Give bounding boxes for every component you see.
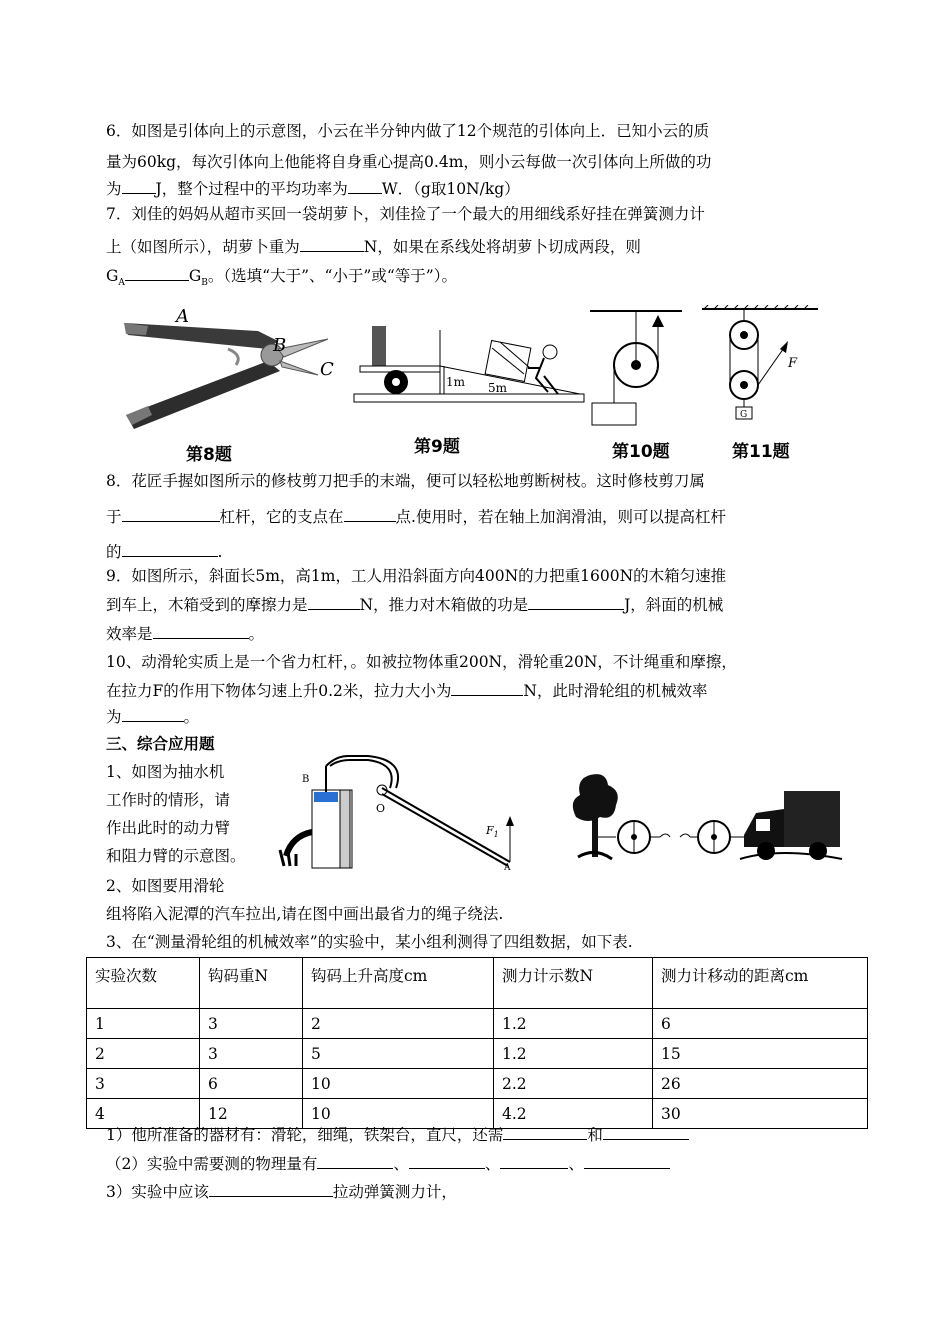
answer-blank[interactable]	[153, 622, 249, 639]
q9-text: 效率是	[106, 625, 153, 643]
caption-fig10: 第10题	[612, 442, 670, 462]
q8-line2	[106, 505, 866, 528]
q10-text: 在拉力F的作用下物体匀速上升0.2米，拉力大小为	[106, 682, 452, 700]
table-cell: 1.2	[494, 1039, 653, 1069]
table-cell: 2.2	[494, 1069, 653, 1099]
c1-line4: 和阻力臂的示意图。	[106, 847, 246, 865]
q3-part1	[106, 1123, 866, 1146]
c2-line2: 组将陷入泥潭的汽车拉出,请在图中画出最省力的绳子绕法.	[106, 905, 504, 923]
q7-sub: A	[118, 278, 125, 289]
q6-line2: 量为60kg，每次引体向上他能将自身重心提高0.4m，则小云每做一次引体向上所做的功	[106, 153, 712, 171]
q7-text: G	[106, 267, 119, 285]
pump-label-f-main: F	[486, 824, 494, 837]
caption-fig9: 第9题	[414, 437, 460, 457]
label-f: F	[788, 356, 798, 371]
q9-line2	[106, 593, 866, 616]
answer-blank[interactable]	[503, 1123, 587, 1140]
table-cell: 3	[200, 1039, 303, 1069]
table-cell: 26	[653, 1069, 868, 1099]
table-row	[87, 1009, 868, 1039]
c1-line2: 工作时的情形，请	[106, 791, 231, 809]
answer-blank[interactable]	[209, 1180, 333, 1197]
q8-text: 的	[106, 543, 122, 561]
answer-blank[interactable]	[451, 679, 523, 696]
table-header-cell: 钩码重N	[200, 958, 303, 1009]
table-cell: 1	[87, 1009, 200, 1039]
answer-blank[interactable]	[122, 505, 220, 522]
table-cell: 4	[87, 1099, 200, 1129]
c1-line3: 作出此时的动力臂	[106, 819, 231, 837]
q9-line1: 9．如图所示，斜面长5m，高1m，工人用沿斜面方向400N的力把重1600N的木箱匀速推	[106, 567, 727, 585]
label-b: B	[273, 335, 287, 356]
table-header-cell: 钩码上升高度cm	[303, 958, 494, 1009]
q7-text: 。（选填“大于”、“小于”或“等于”）。	[207, 267, 457, 285]
table-cell: 3	[200, 1009, 303, 1039]
answer-blank[interactable]	[308, 593, 360, 610]
part-text: 和	[587, 1126, 603, 1144]
table-row	[87, 1069, 868, 1099]
label-g: G	[740, 410, 748, 420]
figure-shears	[118, 305, 350, 430]
q8-text: 杠杆，它的支点在	[219, 508, 344, 526]
c1-line1: 1、如图为抽水机	[106, 763, 225, 781]
part-text: （2）实验中需要测的物理量有	[106, 1155, 318, 1173]
part-text: 、	[568, 1155, 584, 1173]
c3-line1: 3、在“测量滑轮组的机械效率”的实验中，某小组利测得了四组数据，如下表.	[106, 933, 633, 951]
part-text: 拉动弹簧测力计，	[332, 1183, 457, 1201]
q10-text: N，此时滑轮组的机械效率	[523, 682, 708, 700]
q10-text: 为	[106, 708, 122, 726]
part-text: 、	[393, 1155, 409, 1173]
answer-blank[interactable]	[603, 1123, 689, 1140]
q3-part2	[106, 1152, 866, 1175]
q10-line3	[106, 705, 866, 728]
caption-fig11: 第11题	[732, 442, 790, 462]
q7-line2	[106, 235, 866, 258]
figure-incline	[352, 322, 587, 414]
table-cell: 3	[87, 1069, 200, 1099]
figure-fixed-pulley	[586, 307, 686, 432]
table-cell: 10	[303, 1099, 494, 1129]
q9-text: 到车上，木箱受到的摩擦力是	[106, 596, 308, 614]
q8-line3	[106, 540, 866, 563]
figure-water-pump	[272, 752, 527, 870]
label-c: C	[320, 359, 334, 380]
table-cell: 1.2	[494, 1009, 653, 1039]
q9-text: 。	[248, 625, 265, 643]
part-text: 1）他所准备的器材有：滑轮，细绳，铁架台，直尺，还需	[106, 1126, 504, 1144]
caption-fig8: 第8题	[186, 445, 232, 465]
table-header-cell: 测力计示数N	[494, 958, 653, 1009]
table-cell: 2	[87, 1039, 200, 1069]
label-a: A	[176, 306, 189, 327]
q10-line1: 10、动滑轮实质上是一个省力杠杆，。如被拉物体重200N，滑轮重20N，不计绳重和摩擦，	[106, 653, 737, 671]
table-cell: 2	[303, 1009, 494, 1039]
pump-label-a: A	[504, 863, 511, 870]
q8-text: .	[217, 543, 223, 561]
q3-part3	[106, 1180, 866, 1203]
q10-line2	[106, 679, 866, 702]
label-length: 5m	[488, 381, 508, 395]
table-cell: 15	[653, 1039, 868, 1069]
pump-label-f	[485, 824, 499, 839]
answer-blank[interactable]	[500, 1152, 568, 1169]
q6-line1: 6．如图是引体向上的示意图，小云在半分钟内做了12个规范的引体向上．已知小云的质	[106, 122, 710, 140]
figure-truck-pulleys	[560, 765, 850, 865]
q6-text: J，整个过程中的平均功率为	[155, 180, 348, 198]
q7-text: G	[188, 267, 202, 285]
answer-blank[interactable]	[584, 1152, 670, 1169]
answer-blank[interactable]	[344, 505, 396, 522]
q7-line3	[106, 264, 866, 294]
q9-text: N，推力对木箱做的功是	[359, 596, 529, 614]
answer-blank[interactable]	[122, 705, 184, 722]
q6-text: W．（g取10N/kg）	[381, 180, 520, 198]
answer-blank[interactable]	[409, 1152, 485, 1169]
q7-text: 上（如图所示），胡萝卜重为	[106, 238, 300, 256]
section-title: 三、综合应用题	[106, 735, 215, 753]
answer-blank[interactable]	[348, 177, 382, 194]
table-row	[87, 1039, 868, 1069]
figure-pulley-block	[700, 305, 820, 420]
q6-line3	[106, 177, 866, 200]
answer-blank[interactable]	[125, 264, 189, 281]
table-cell: 5	[303, 1039, 494, 1069]
data-table	[86, 957, 868, 1129]
pump-label-b: B	[302, 774, 310, 785]
q8-line1: 8．花匠手握如图所示的修枝剪刀把手的末端，便可以轻松地剪断树枝。这时修枝剪刀属	[106, 472, 705, 490]
table-cell: 30	[653, 1099, 868, 1129]
table-cell: 12	[200, 1099, 303, 1129]
q9-line3	[106, 622, 866, 645]
table-header-row	[87, 958, 868, 1009]
table-cell: 4.2	[494, 1099, 653, 1129]
label-height: 1m	[446, 375, 466, 389]
table-header-cell: 测力计移动的距离cm	[653, 958, 868, 1009]
q7-sub: B	[201, 278, 208, 289]
q7-line1: 7．刘佳的妈妈从超市买回一袋胡萝卜，刘佳捡了一个最大的用细线系好挂在弹簧测力计	[106, 205, 705, 223]
answer-blank[interactable]	[317, 1152, 393, 1169]
q8-text: 于	[106, 508, 122, 526]
answer-blank[interactable]	[300, 235, 364, 252]
answer-blank[interactable]	[122, 540, 218, 557]
answer-blank[interactable]	[122, 177, 156, 194]
pump-label-o: O	[376, 802, 386, 815]
pump-label-f-sub: 1	[493, 830, 499, 839]
table-cell: 6	[653, 1009, 868, 1039]
table-cell: 10	[303, 1069, 494, 1099]
q10-text: 。	[183, 708, 200, 726]
part-text: 3）实验中应该	[106, 1183, 209, 1201]
q9-text: J，斜面的机械	[624, 596, 724, 614]
q7-text: N，如果在系线处将胡萝卜切成两段，则	[363, 238, 641, 256]
q6-text: 为	[106, 180, 122, 198]
c2-line1: 2、如图要用滑轮	[106, 877, 225, 895]
part-text: 、	[484, 1155, 501, 1173]
table-header-cell: 实验次数	[87, 958, 200, 1009]
q8-text: 点.使用时，若在轴上加润滑油，则可以提高杠杆	[395, 508, 726, 526]
table-cell: 6	[200, 1069, 303, 1099]
answer-blank[interactable]	[528, 593, 624, 610]
